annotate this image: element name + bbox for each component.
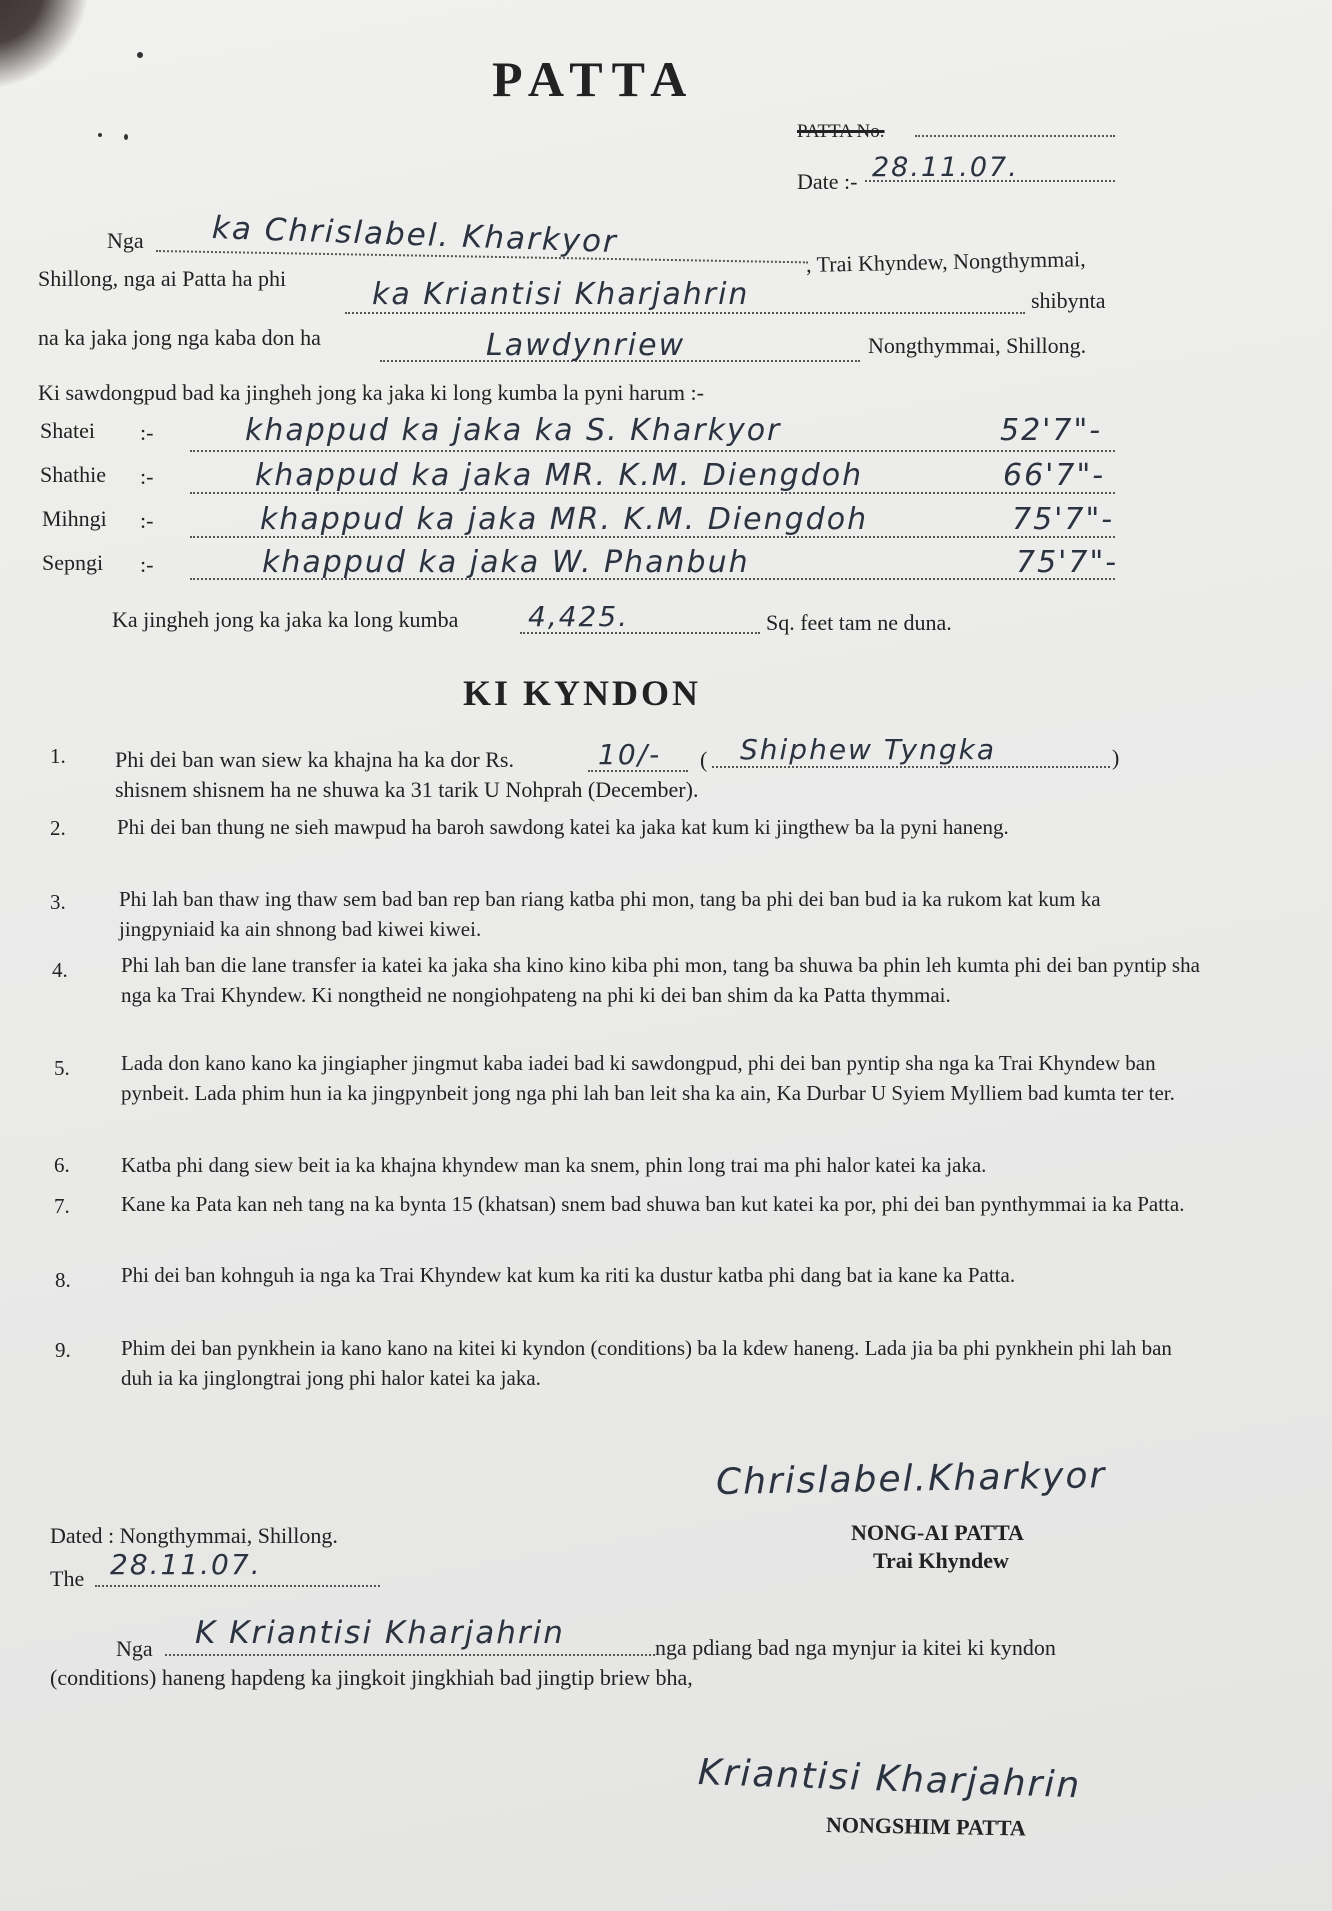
condition-number: 2.	[50, 816, 66, 840]
nong-ai-patta-label: NONG-AI PATTA	[851, 1520, 1024, 1545]
boundary-desc-mihngi: khappud ka jaka MR. K.M. Diengdoh	[260, 502, 869, 537]
owner-name: ka Chrislabel. Kharkyor	[211, 210, 619, 261]
condition-number: 9.	[55, 1338, 71, 1362]
rent-words-line	[712, 766, 1110, 768]
patta-no-line	[915, 135, 1115, 137]
date-value: 28.11.07.	[872, 152, 1019, 183]
owner-signature: Chrislabel.Kharkyor	[715, 1455, 1107, 1503]
line3-suffix: Nongthymmai, Shillong.	[868, 333, 1087, 358]
area-prefix: Ka jingheh jong ka jaka ka long kumba	[112, 607, 459, 632]
nga-label: Nga	[107, 228, 144, 253]
the-date-line	[95, 1585, 380, 1587]
nga2-name-line	[165, 1654, 655, 1656]
boundary-measure-shathie: 66'7"-	[1003, 458, 1106, 493]
nga2-suffix: nga pdiang bad nga mynjur ia kitei ki kyndon	[655, 1635, 1056, 1660]
nga2-label: Nga	[116, 1636, 153, 1661]
paren-close: )	[1112, 745, 1120, 770]
trai-khyndew-label: Trai Khyndew	[873, 1548, 1009, 1573]
condition-text: Phi dei ban thung ne sieh mawpud ha baroh sawdong katei ka jaka kat kum ki jingthew ba la pyni haneng.	[117, 815, 1009, 839]
condition-text: Lada don kano kano ka jingiapher jingmut kaba iadei bad ki sawdongpud, phi dei ban pyntip sha nga ka Trai Khyndew ban pynbeit. Lada phim hun ia ka jingpynbeit jong nga phi lah ban leit sha ka ain, Ka Durbar U Syiem Mylliem bad kumta ter ter.	[121, 1051, 1175, 1105]
ink-speck	[98, 133, 102, 137]
condition-1-line2: shisnem shisnem ha ne shuwa ka 31 tarik U Nohprah (December).	[115, 777, 699, 802]
rent-words: Shiphew Tyngka	[740, 733, 996, 766]
page-corner-shadow	[0, 0, 90, 90]
line1-suffix: , Trai Khyndew, Nongthymmai,	[805, 246, 1086, 277]
line2-prefix: Shillong, nga ai Patta ha phi	[38, 266, 287, 291]
document-title: PATTA	[492, 51, 696, 107]
condition-text: Katba phi dang siew beit ia ka khajna khyndew man ka snem, phin long trai ma phi halor katei ka jaka.	[121, 1153, 987, 1177]
the-label: The	[50, 1566, 85, 1591]
condition-number: 6.	[54, 1153, 70, 1177]
locality: Lawdynriew	[486, 328, 686, 363]
dated-label: Dated : Nongthymmai, Shillong.	[50, 1523, 338, 1548]
condition-text: Phi dei ban kohnguh ia nga ka Trai Khyndew kat kum ka riti ka dustur katba phi dang bat ia kane ka Patta.	[121, 1263, 1016, 1287]
grantee-name: ka Kriantisi Kharjahrin	[372, 277, 750, 312]
nga2-name: K Kriantisi Kharjahrin	[195, 1615, 565, 1651]
area-suffix: Sq. feet tam ne duna.	[766, 610, 952, 635]
conditions-heading: KI KYNDON	[463, 673, 702, 713]
boundary-desc-shatei: khappud ka jaka ka S. Kharkyor	[245, 413, 782, 448]
boundary-label-shatei: Shatei	[40, 418, 95, 443]
condition-number: 7.	[54, 1194, 70, 1218]
boundary-desc-sepngi: khappud ka jaka W. Phanbuh	[262, 545, 750, 580]
boundary-line	[190, 450, 1115, 452]
grantee-name-line	[345, 312, 1025, 314]
condition-number: 3.	[50, 890, 66, 914]
ink-speck	[124, 134, 128, 140]
boundary-measure-shatei: 52'7"-	[1000, 413, 1103, 448]
condition-1-prefix: Phi dei ban wan siew ka khajna ha ka dor Rs.	[115, 747, 514, 772]
condition-text: Phi lah ban thaw ing thaw sem bad ban rep ban riang katba phi mon, tang ba phi dei ban bud ia ka rukom kat kum ka jingpyniaid ka ain shnong bad kiwei kiwei.	[119, 887, 1101, 941]
boundary-sep: :-	[140, 420, 154, 445]
condition-number: 5.	[54, 1056, 70, 1080]
boundary-label-sepngi: Sepngi	[42, 550, 104, 575]
grantee-signature: Kriantisi Kharjahrin	[697, 1752, 1082, 1807]
condition-number: 4.	[52, 958, 68, 982]
boundary-desc-shathie: khappud ka jaka MR. K.M. Diengdoh	[255, 458, 864, 493]
boundary-measure-sepngi: 75'7"-	[1016, 545, 1119, 580]
line3-prefix: na ka jaka jong nga kaba don ha	[38, 325, 321, 350]
boundary-sep: :-	[140, 464, 154, 489]
line2-suffix: shibynta	[1031, 288, 1106, 313]
paren-open: (	[700, 747, 708, 772]
condition-number: 1.	[50, 744, 66, 768]
boundary-label-mihngi: Mihngi	[42, 506, 107, 531]
condition-text: Kane ka Pata kan neh tang na ka bynta 15 (khatsan) snem bad shuwa ban kut katei ka por, phi dei ban pynthymmai ia ka Patta.	[121, 1192, 1185, 1216]
boundary-sep: :-	[140, 552, 154, 577]
date-label: Date :-	[797, 169, 858, 194]
patta-no-label: PATTA No.	[797, 121, 885, 142]
rent-amount: 10/-	[598, 738, 662, 771]
nongshim-patta-label: NONGSHIM PATTA	[825, 1812, 1027, 1841]
condition-text: Phim dei ban pynkhein ia kano kano na kitei ki kyndon (conditions) ba la kdew haneng. Lada jia ba phi pynkhein phi lah ban duh ia ka jinglongtrai jong phi halor katei ka jaka.	[121, 1336, 1172, 1390]
nga2-line2: (conditions) haneng hapdeng ka jingkoit jingkhiah bad jingtip briew bha,	[50, 1665, 693, 1690]
boundary-measure-mihngi: 75'7"-	[1012, 502, 1115, 537]
the-date: 28.11.07.	[110, 1548, 262, 1581]
boundary-label-shathie: Shathie	[40, 462, 106, 487]
condition-number: 8.	[55, 1268, 71, 1292]
boundary-sep: :-	[140, 508, 154, 533]
ink-speck	[137, 52, 143, 58]
area-value: 4,425.	[528, 600, 630, 633]
boundary-intro: Ki sawdongpud bad ka jingheh jong ka jaka ki long kumba la pyni harum :-	[38, 380, 704, 405]
condition-text: Phi lah ban die lane transfer ia katei ka jaka sha kino kino kiba phi mon, tang ba shuwa ba phin leh kumta phi dei ban pyntip sha nga ka Trai Khyndew. Ki nongtheid ne nongiohpateng na phi ki dei ban shim da ka Patta thymmai.	[121, 953, 1200, 1007]
